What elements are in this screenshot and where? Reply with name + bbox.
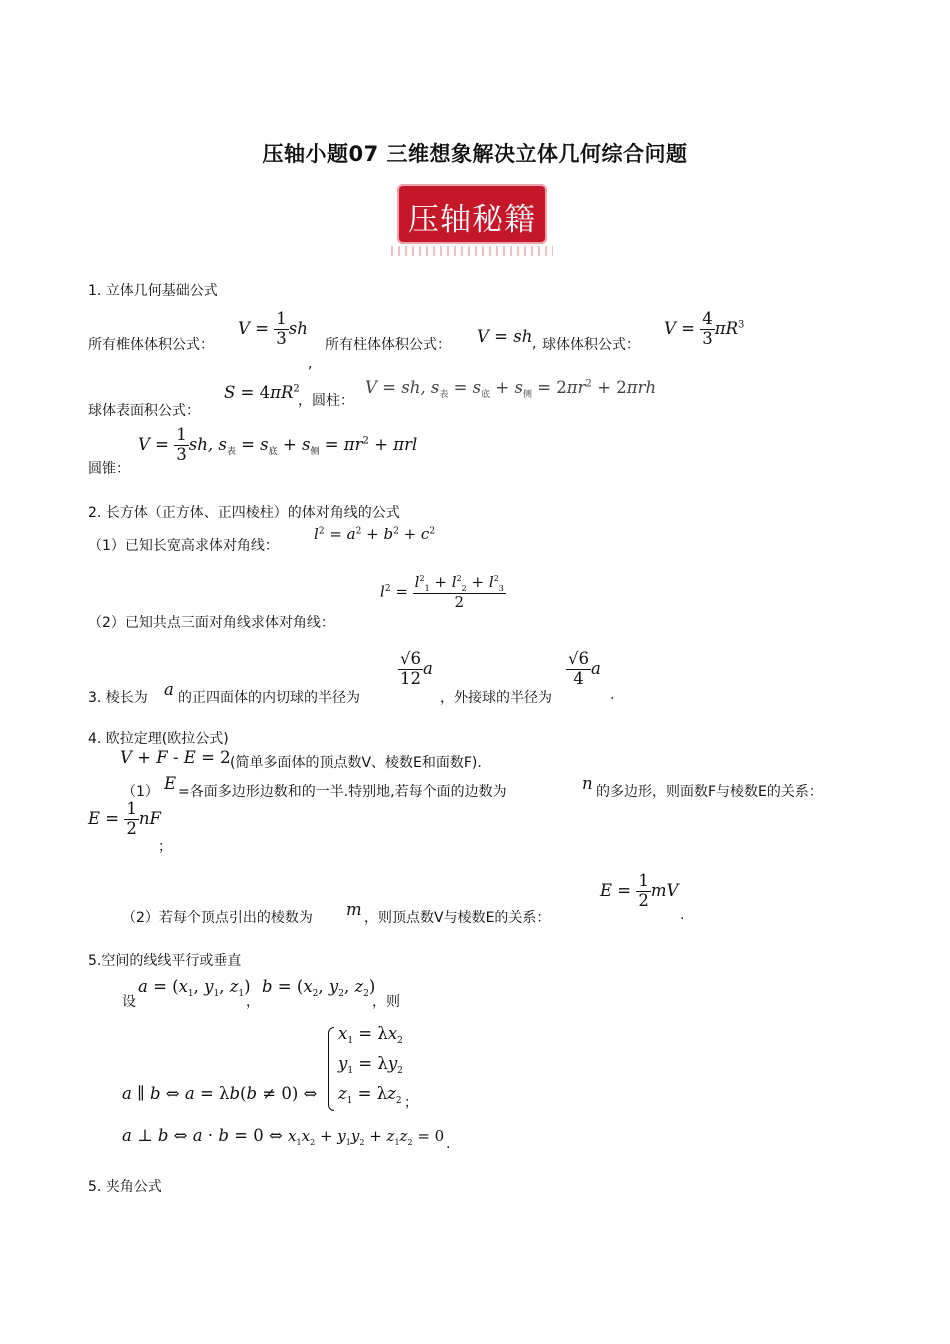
stamp-text: 压轴秘籍: [408, 202, 536, 238]
cone-formula: V = $\frac{1}{3}$ sh, $s_表 = s_底 + s_侧 = \pi r^2 + \pi rl$: [138, 425, 418, 464]
edge-a: a: [164, 680, 174, 699]
comma-mark: ,: [532, 336, 537, 352]
euler-p1-c: 的多边形，则面数F与棱数E的关系：: [596, 784, 823, 800]
euler-p1-a: （1）: [122, 784, 159, 800]
ball-area-formula: $S = 4\pi R^2$: [224, 383, 300, 402]
cone-label: 圆锥：: [88, 461, 130, 477]
prism-volume-label: 所有柱体体积公式：: [325, 337, 451, 353]
section-angle-heading: 5. 夹角公式: [88, 1179, 162, 1195]
side-count-n: n: [582, 774, 593, 793]
pyramid-volume-formula: V = $\frac{1}{3}$ sh: [238, 309, 308, 348]
semicolon-mark: ；: [158, 839, 172, 855]
vector-b-coordinates: $b = (x_2$, $y_2$, $z_2$): [262, 977, 376, 1000]
section-3-text-c: ，外接球的半径为: [440, 690, 552, 706]
period-mark: .: [446, 1136, 451, 1152]
parallel-condition: a ∥ b ⇔ a = λb(b ≠ 0) ⇔: [122, 1084, 318, 1103]
euler-formula: V + F - E = 2: [120, 748, 231, 767]
stamp-texture: [391, 246, 553, 256]
ball-volume-label: 球体体积公式：: [542, 337, 640, 353]
system-line-y: $y_1 = \lambda y_2$: [338, 1054, 403, 1077]
system-line-z: $z_1 = \lambda z_2$: [338, 1084, 402, 1107]
euler-description: (简单多面体的顶点数V、棱数E和面数F).: [230, 755, 482, 771]
section-1-heading: 1. 立体几何基础公式: [88, 283, 218, 299]
semicolon-mark: ；: [404, 1095, 418, 1111]
pyramid-volume-label: 所有椎体体积公式：: [88, 337, 214, 353]
face-edge-relation-formula: E = $\frac{1}{2}$ nF: [88, 799, 161, 838]
page-title: 压轴小题07 三维想象解决立体几何综合问题: [262, 142, 688, 166]
perpendicular-condition: a ⊥ b ⇔ a · b = 0 ⇔ $x_1x_2 + y_1y_2 + z_1z_2 = 0$: [122, 1126, 445, 1148]
euler-p1-b: =各面多边形边数和的一半.特别地,若每个面的边数为: [178, 784, 507, 800]
vector-a-coordinates: $a = (x_1$, $y_1$, $z_1$): [138, 977, 251, 1000]
comma-mark: ，: [246, 994, 260, 1010]
period-mark: .: [680, 907, 685, 923]
section-3-text-b: 的正四面体的内切球的半径为: [178, 690, 360, 706]
euler-p2-b: ，则顶点数V与棱数E的关系：: [364, 910, 551, 926]
ball-volume-formula: V = $\frac{4}{3}$ $\pi R^3$: [664, 309, 745, 348]
diagonal-face-diagonals-formula: $l^2$ = $\frac{l^2_1 + l^2_2 + l^2_3}{2}$: [380, 573, 504, 612]
section-3-text-d: .: [610, 687, 615, 703]
ball-area-label: 球体表面积公式：: [88, 403, 200, 419]
section-3-text-a: 3. 棱长为: [88, 690, 148, 706]
system-brace: [328, 1027, 334, 1111]
cylinder-formula: V = sh, $s_表 = s_底 + s_侧 = 2\pi r^2 + 2\pi rh$: [365, 378, 657, 401]
section-2-heading: 2. 长方体（正方体、正四棱柱）的体对角线的公式: [88, 505, 400, 521]
section-4-heading: 4. 欧拉定理(欧拉公式): [88, 731, 229, 747]
prism-volume-formula: V = sh: [477, 327, 533, 346]
system-line-x: $x_1 = \lambda x_2$: [338, 1024, 403, 1047]
comma-mark: ,: [308, 356, 313, 372]
vertex-edge-relation-formula: E = $\frac{1}{2}$ mV: [600, 871, 679, 910]
set-word: 设: [122, 994, 136, 1010]
stamp-badge: [397, 184, 547, 244]
euler-p2-a: （2）若每个顶点引出的棱数为: [122, 910, 313, 926]
insphere-radius-formula: $\frac{√6}{12}$ a: [400, 649, 433, 688]
then-word: ，则: [372, 994, 400, 1010]
edge-count-e: E: [164, 774, 177, 793]
diagonal-known-sides-label: （1）已知长宽高求体对角线：: [88, 538, 279, 554]
edge-per-vertex-m: m: [346, 900, 362, 919]
diagonal-known-sides-formula: $l^2 = a^2 + b^2 + c^2$: [314, 525, 436, 543]
cylinder-label: ，圆柱：: [298, 393, 354, 409]
circumsphere-radius-formula: $\frac{√6}{4}$ a: [568, 649, 601, 688]
diagonal-face-diagonals-label: （2）已知共点三面对角线求体对角线：: [88, 615, 335, 631]
section-5-heading: 5.空间的线线平行或垂直: [88, 953, 242, 969]
